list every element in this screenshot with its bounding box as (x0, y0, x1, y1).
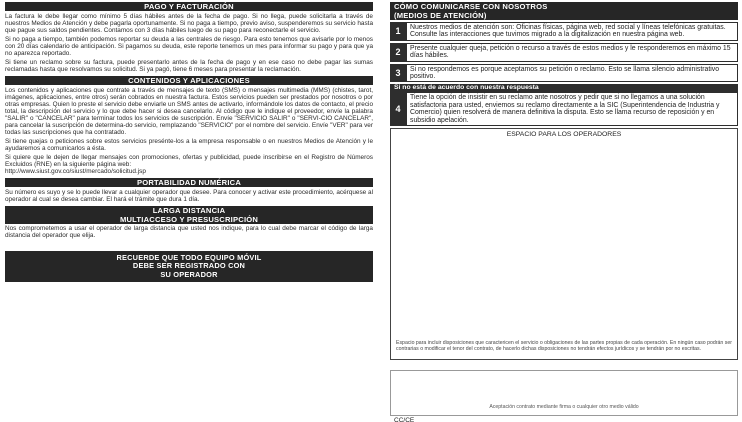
pago-header: PAGO Y FACTURACIÓN (5, 2, 373, 11)
right-column (390, 2, 738, 422)
contenidos-paragraph-1: Los contenidos y aplicaciones que contrate a través de mensajes de texto (SMS) o mensajes multimedia (MMS) (chistes, tarot, imágenes, aplicaciones, entre otros) serán cobrados en nuestra factura. Estos servicios pueden ser prestados por nosotros o por otras empresas. Quien lo preste el servicio debe enviarle un SMS antes de activarlo, informándole los datos de contacto, el precio total, la descripción del servicio y lo que debe hacer si desea cancelarlo. Al código que le indique el proveedor, envíe la palabra "SALIR" o "CANCELAR" para terminar todos los servicios de suscripción. Envíe "SERVICIO SALIR" o "SERVI-CIO CANCELAR", para cancelar la suscripción de determina-do servicio, remplazando "SERVICIO" por el nombre del servicio. Envíe "VER" para ver todas las suscripciones que ha contratado. (5, 87, 374, 136)
recuerde-line-2: DEBE SER REGISTRADO CON (132, 261, 246, 271)
step-4-text: Tiene la opción de insistir en su reclamo ante nosotros y pedir que si no llegamos a una solución satisfactoria para usted, enviemos su reclamo directamente a la SIC (Superintendencia de Industria y Comercio) quien resolverá de manera definitiva la disputa. Esto se llama recurso de reposición y en subsidio apelación. (406, 92, 738, 126)
larga-distancia-header (5, 206, 373, 224)
espacio-operadores-title: ESPACIO PARA LOS OPERADORES (506, 131, 622, 139)
larga-distancia-paragraph: Nos comprometemos a usar el operador de larga distancia que usted nos indique, para lo cual debe marcar el código de larga distancia del operador que elija. (5, 225, 373, 239)
espacio-operadores-note: Espacio para incluir disposiciones que caractericen el servicio o obligaciones de las partes propias de cada operación. En ningún caso podrán ser contrarias o modificar el tenor del contrato, de hacerlo dichas disposiciones no tendrán efectos jurídicos y se tendrán por no escritas. (396, 340, 732, 353)
rne-link[interactable]: http://www.siust.gov.co/siust/mercado/solicitud.jsp (5, 168, 146, 175)
pago-paragraph-3: Si tiene un reclamo sobre su factura, puede presentarlo antes de la fecha de pago y en ese caso no debe pagar las sumas reclamadas hasta que resolvamos su solicitud. Si ya pagó, tiene 6 meses para presentar la reclamación. (5, 59, 373, 73)
medios-title-2: (MEDIOS DE ATENCIÓN) (394, 11, 487, 20)
recuerde-line-3: SU OPERADOR (160, 269, 218, 279)
pago-paragraph-1: La factura le debe llegar como mínimo 5 días hábiles antes de la fecha de pago. Si no llega, puede solicitarla a través de nuestros Medios de Atención y debe pagarla oportunamente. Si no paga a tiempo, previo aviso, suspenderemos su servicio hasta que pague sus saldos pendientes. Contamos con 3 días hábiles luego de su pago para reconectarle el servicio. (5, 13, 373, 34)
step-2-number: 2 (395, 47, 401, 58)
left-column (5, 2, 373, 282)
step-4-header: Si no está de acuerdo con nuestra respuesta (390, 84, 738, 92)
step-3-number: 3 (395, 68, 401, 79)
step-3 (390, 64, 738, 83)
step-1 (390, 22, 738, 41)
medios-header (390, 2, 738, 20)
aceptacion-text: Aceptación contrato mediante firma o cualquier otro medio válido (489, 404, 639, 411)
step-4-number: 4 (395, 104, 401, 115)
contenidos-paragraph-2: Si tiene quejas o peticiones sobre estos servicios presénte-los a la empresa responsable o en nuestros Medios de Atención y le ayudaremos a comunicarlos a ésta. (5, 138, 373, 152)
larga-distancia-title-2: MULTIACCESO Y PRESUSCRIPCIÓN (119, 215, 259, 224)
step-3-text: Si no respondemos es porque aceptamos su petición o reclamo. Esto se llama silencio administrativo positivo. (406, 64, 738, 83)
espacio-operadores-box (390, 128, 738, 360)
contenidos-header: CONTENIDOS Y APLICACIONES (5, 76, 373, 85)
recuerde-banner (5, 251, 373, 282)
cc-field: CC/CE (390, 416, 738, 422)
portabilidad-paragraph: Su número es suyo y se lo puede llevar a cualquier operador que desee. Para conocer y activar este procedimiento, acérquese al operador al cual se desea cambiar. El hará el trámite que dura 1 día. (5, 189, 373, 203)
step-1-text: Nuestros medios de atención son: Oficinas físicas, página web, red social y líneas telefónicas gratuitas. Consulte las interacciones que tuvimos migrado a la digitalización en nuestra página web. (406, 22, 738, 41)
medios-title-1: CÓMO COMUNICARSE CON NOSOTROS (394, 2, 548, 11)
step-2-text: Presente cualquier queja, petición o recurso a través de estos medios y le responderemos en máximo 15 días hábiles. (406, 43, 738, 62)
firma-box (390, 370, 738, 416)
portabilidad-header: PORTABILIDAD NUMÉRICA (5, 178, 373, 187)
step-1-number: 1 (395, 26, 401, 37)
contenidos-paragraph-3: Si quiere que le dejen de llegar mensajes con promociones, ofertas y publicidad, puede inscribirse en el Registro de Números Excluidos (RNE) en la siguiente página web: (5, 154, 373, 168)
recuerde-line-1: RECUERDE QUE TODO EQUIPO MÓVIL (116, 253, 262, 262)
larga-distancia-title-1: LARGA DISTANCIA (152, 206, 226, 215)
pago-paragraph-2: Si no paga a tiempo, también podemos reportar su deuda a las centrales de riesgo. Para esto tenemos que avisarle por lo menos con 20 días calendario de anticipación. Si pagamos su deuda, este reporte tenemos un mes para informar su pago y para que ya no aparezca reportado. (5, 36, 373, 57)
step-4 (390, 84, 738, 126)
step-4-body (390, 92, 738, 126)
step-2 (390, 43, 738, 62)
